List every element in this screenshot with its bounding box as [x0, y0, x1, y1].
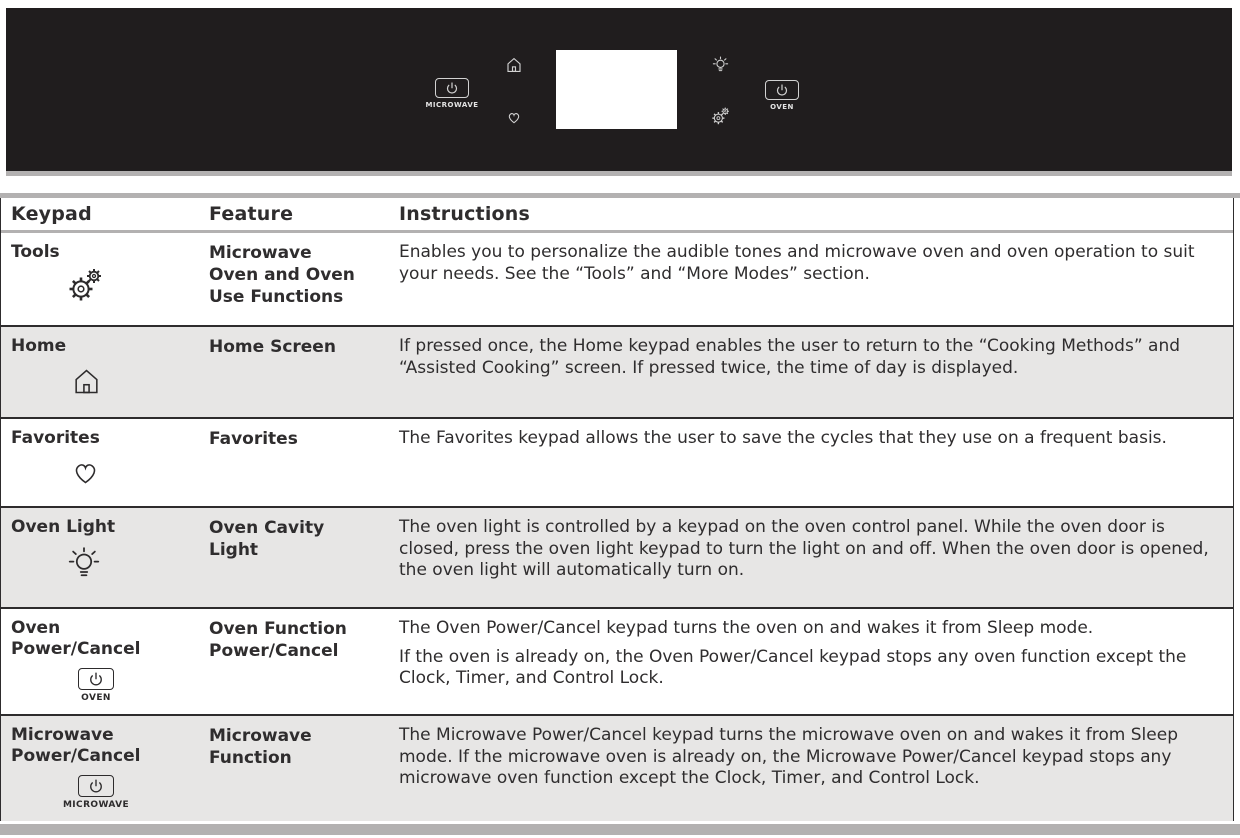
- keypad-label: Oven Power/Cancel: [11, 618, 141, 659]
- instruction-text: The Oven Power/Cancel keypad turns the oven on and wakes it from Sleep mode.: [399, 618, 1094, 638]
- table-header-row: [1, 198, 1233, 233]
- power-icon: [765, 80, 799, 100]
- feature-label: Microwave Oven and Oven Use Functions: [209, 243, 355, 307]
- header-instructions: Instructions: [399, 203, 531, 225]
- instruction-text: The Favorites keypad allows the user to save the cycles that they use on a frequent basis.: [399, 428, 1167, 448]
- feature-label: Microwave Function: [209, 726, 312, 768]
- oven-power-button-illustration: [51, 668, 141, 703]
- oven-button-label: OVEN: [81, 693, 111, 703]
- control-panel-image: [6, 8, 1232, 171]
- instruction-text: The Microwave Power/Cancel keypad turns the microwave oven on and wakes it from Sleep mode. If the microwave oven is already on, the Microwave Power/Cancel keypad stops any microwave oven function except the Clock, Timer, and Control Lock.: [399, 725, 1178, 788]
- table-row-home: [1, 325, 1233, 417]
- microwave-button-label: MICROWAVE: [425, 101, 479, 109]
- feature-label: Oven Cavity Light: [209, 518, 325, 560]
- feature-label: Home Screen: [209, 337, 336, 357]
- instruction-text: The oven light is controlled by a keypad on the oven control panel. While the oven door is closed, press the oven light keypad to turn the light on and off. When the oven door is opened, the oven light will automatically turn on.: [399, 517, 1209, 580]
- display-screen: [556, 50, 677, 129]
- light-bulb-icon: [65, 544, 199, 582]
- heart-icon: [70, 458, 199, 487]
- oven-button-label: OVEN: [770, 103, 794, 111]
- table-row-oven-light: [1, 506, 1233, 607]
- feature-label: Oven Function Power/Cancel: [209, 619, 347, 661]
- oven-power-cancel-keypad: [746, 80, 818, 111]
- table-row-favorites: [1, 417, 1233, 506]
- keypad-label: Tools: [11, 242, 60, 262]
- gears-icon: [67, 266, 199, 302]
- instruction-text: If pressed once, the Home keypad enables the user to return to the “Cooking Methods” and “Assisted Cooking” screen. If pressed twice, the time of day is displayed.: [399, 336, 1181, 378]
- heart-icon: [506, 110, 522, 125]
- home-icon: [505, 56, 523, 74]
- keypad-feature-table: [0, 198, 1234, 821]
- table-row-oven-power-cancel: [1, 607, 1233, 714]
- instruction-text: If the oven is already on, the Oven Power/Cancel keypad stops any oven function except the Clock, Timer, and Control Lock.: [399, 646, 1187, 688]
- oven-light-icon: [711, 55, 730, 74]
- microwave-power-button-illustration: [51, 775, 141, 810]
- power-icon: [435, 78, 469, 98]
- microwave-button-label: MICROWAVE: [62, 800, 130, 810]
- home-icon: [71, 366, 199, 397]
- power-icon: [78, 668, 114, 690]
- header-feature: Feature: [209, 203, 294, 225]
- table-row-tools: [1, 233, 1233, 325]
- panel-bottom-strip: [6, 171, 1232, 176]
- feature-label: Favorites: [209, 429, 298, 449]
- tools-gears-icon: [711, 106, 730, 125]
- page-bottom-bar: [0, 824, 1240, 835]
- microwave-power-cancel-keypad: [416, 78, 488, 109]
- instruction-text: Enables you to personalize the audible tones and microwave oven and oven operation to suit your needs. See the “Tools” and “More Modes” section.: [399, 242, 1195, 284]
- keypad-label: Microwave Power/Cancel: [11, 725, 141, 766]
- table-row-microwave-power-cancel: [1, 714, 1233, 821]
- keypad-label: Home: [11, 336, 67, 356]
- keypad-label: Favorites: [11, 428, 100, 448]
- keypad-label: Oven Light: [11, 517, 116, 537]
- header-keypad: Keypad: [11, 203, 92, 225]
- power-icon: [78, 775, 114, 797]
